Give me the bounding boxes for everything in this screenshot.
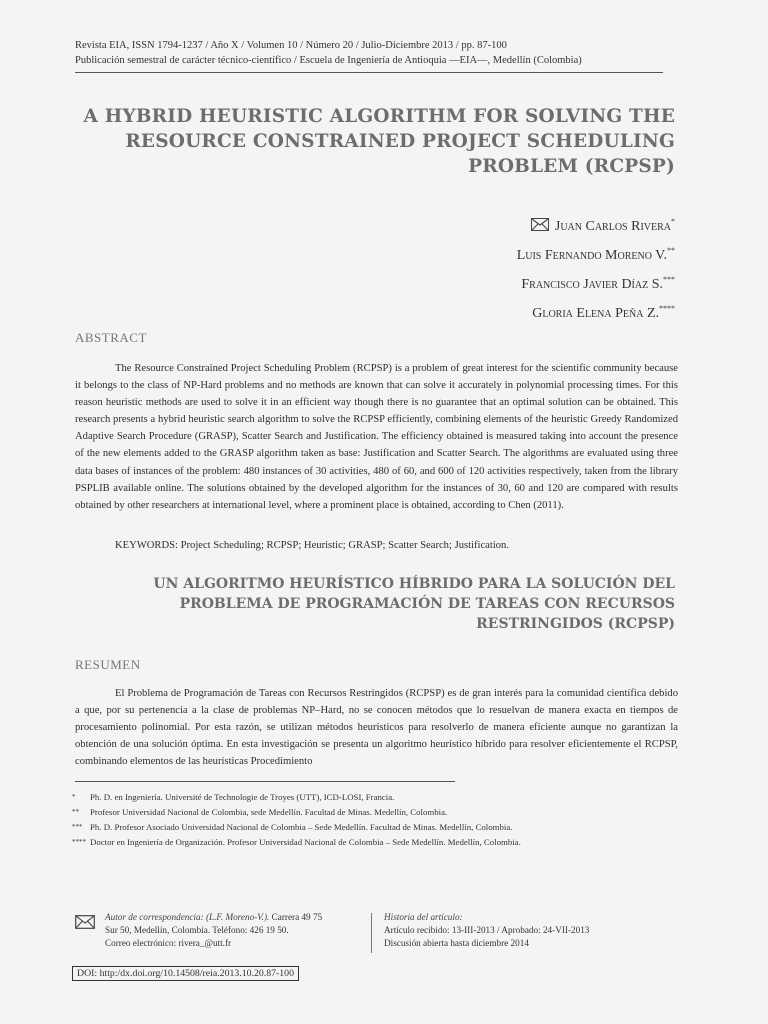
journal-header <box>75 38 695 73</box>
envelope-icon <box>531 218 549 231</box>
footnote-mark: * <box>72 793 76 801</box>
author-mark: *** <box>663 275 675 284</box>
footnote <box>72 820 521 835</box>
author-mark: * <box>671 217 675 226</box>
spanish-title-line-1: UN ALGORITMO HEURÍSTICO HÍBRIDO PARA LA SOLUCIÓN DEL <box>153 576 675 592</box>
abstract-text: The Resource Constrained Project Scheduling Problem (RCPSP) is a problem of great interest for the scientific community because it belongs to the class of NP-Hard problems and no methods are known that can solve it accurately in polynomial processing times. For this reason heuristic methods are used to solve it in an efficient way though there is no guarantee that an optimal solution can be obtained. This research presents a hybrid heuristic search algorithm to solve the RCPSP efficiently, combining elements of the heuristic Greedy Randomized Adaptive Search Procedure (GRASP), Scatter Search and Justification. The efficiency obtained is measured taking into account the presence of the new elements added to the GRASP algorithm taken as base: Justification and Scatter Search. The algorithms are evaluated using three data bases of instances of the problem: 480 instances of 30 activities, 480 of 60, and 600 of 120 activities respectively, taken from the library PSPLIB available online. The solutions obtained by the developed algorithm for the instances of 30, 60 and 120 are compared with results obtained by other researchers at international level, where a prominent place is obtained, according to Chen (2011). <box>75 363 678 511</box>
abstract-heading: ABSTRACT <box>75 330 147 345</box>
author-name: Juan Carlos Rivera <box>554 219 671 234</box>
doi-link[interactable]: DOI: http:/dx.doi.org/10.14508/reia.2013.10.20.87-100 <box>72 966 299 981</box>
title-line-1: A HYBRID HEURISTIC ALGORITHM FOR SOLVING THE <box>83 106 675 127</box>
footnote <box>72 790 521 805</box>
keywords: KEYWORDS: Project Scheduling; RCPSP; Heuristic; GRASP; Scatter Search; Justification. <box>115 540 510 551</box>
correspondence-email: Correo electrónico: rivera_@utt.fr <box>105 938 232 948</box>
correspondence-label: Autor de correspondencia: (L.F. Moreno-V.). <box>105 912 270 922</box>
journal-publisher-line: Publicación semestral de carácter técnico-científico / Escuela de Ingeniería de Antioquia —EIA—, Medellín (Colombia) <box>75 55 582 66</box>
resumen-text: El Problema de Programación de Tareas con Recursos Restringidos (RCPSP) es de gran interés para la comunidad científica debido a que, por su pertenencia a la clase de problemas NP–Hard, no se conocen métodos que lo resuelvan de manera exacta en tiempos de procesamiento polinomial. Por esta razón, se utilizan métodos heurísticos para resolverlo de manera eficiente aunque no garantizan la obtención de una solución óptima. En esta investigación se presenta un algoritmo heurístico híbrido para resolver eficientemente el RCPSP, combinando elementos de las heurísticas Procedimiento <box>75 688 678 768</box>
history-received: Artículo recibido: 13-III-2013 / Aprobado: 24-VII-2013 <box>384 925 590 935</box>
footnote-text: Ph. D. en Ingeniería. Université de Technologie de Troyes (UTT), ICD-LOSI, Francia. <box>90 792 395 802</box>
author-mark: ** <box>667 246 675 255</box>
footnote-mark: **** <box>72 838 86 846</box>
spanish-title-line-3: RESTRINGIDOS (RCPSP) <box>476 616 675 632</box>
history-label: Historia del artículo: <box>384 912 463 922</box>
footnote-text: Ph. D. Profesor Asociado Universidad Nacional de Colombia – Sede Medellín. Facultad de Minas. Medellín, Colombia. <box>90 822 513 832</box>
correspondence-address-start: Carrera 49 75 <box>269 912 323 922</box>
divider <box>371 913 372 953</box>
header-rule <box>75 72 663 73</box>
correspondence-line-2: Sur 50, Medellín, Colombia. Teléfono: 426 19 50. <box>105 925 289 935</box>
resumen-heading: RESUMEN <box>75 657 141 672</box>
history-discussion: Discusión abierta hasta diciembre 2014 <box>384 938 529 948</box>
author-name: Luis Fernando Moreno V. <box>516 248 667 263</box>
footnote-text: Doctor en Ingeniería de Organización. Profesor Universidad Nacional de Colombia – Sede Medellín. Medellín, Colombia. <box>90 837 521 847</box>
author-2 <box>517 239 675 268</box>
correspondence-line-1 <box>105 911 370 924</box>
title-line-3: PROBLEM (RCPSP) <box>468 156 675 177</box>
author-mark: **** <box>659 304 675 313</box>
journal-citation-line: Revista EIA, ISSN 1794-1237 / Año X / Volumen 10 / Número 20 / Julio-Diciembre 2013 / pp. 87-100 <box>75 40 507 51</box>
spanish-title-line-2: PROBLEMA DE PROGRAMACIÓN DE TAREAS CON RECURSOS <box>179 596 675 612</box>
author-4 <box>517 297 675 326</box>
author-name: Francisco Javier Díaz S. <box>521 277 663 292</box>
resumen-body <box>75 685 678 770</box>
footnote-text: Profesor Universidad Nacional de Colombia, sede Medellín. Facultad de Minas. Medellín, Colombia. <box>90 807 448 817</box>
author-1 <box>517 210 675 239</box>
title-line-2: RESOURCE CONSTRAINED PROJECT SCHEDULING <box>125 131 675 152</box>
footnote-mark: *** <box>72 823 83 831</box>
author-list <box>517 210 675 326</box>
abstract-body <box>75 360 678 514</box>
spanish-title <box>75 574 675 634</box>
envelope-icon <box>75 915 95 933</box>
correspondence-text <box>105 911 370 950</box>
footnote-mark: ** <box>72 808 79 816</box>
article-title <box>75 104 675 179</box>
footnote <box>72 805 521 820</box>
author-3 <box>517 268 675 297</box>
article-history <box>384 911 589 950</box>
author-name: Gloria Elena Peña Z. <box>532 306 659 321</box>
footnote-rule <box>75 781 455 782</box>
footnotes <box>72 790 521 850</box>
footnote <box>72 835 521 850</box>
